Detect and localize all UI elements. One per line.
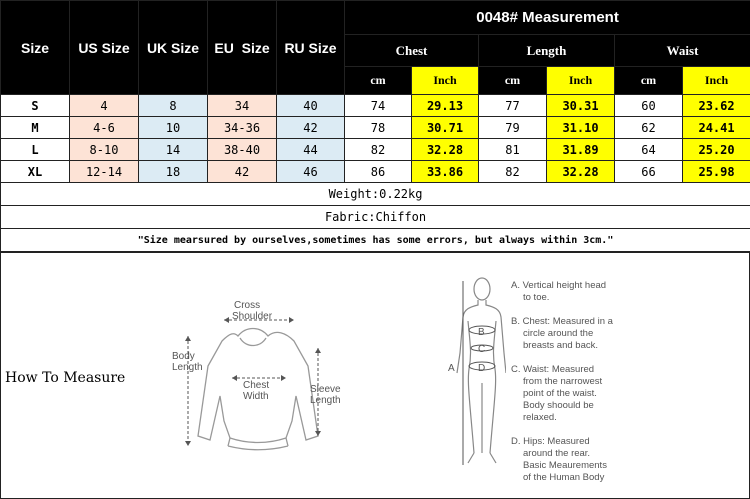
header-uk-size: UK Size [139,1,208,95]
cell-us: 4-6 [70,117,139,139]
cell-size: S [1,95,70,117]
legend-subtext: breasts and back. [523,340,598,351]
cell-length-cm: 81 [479,139,547,161]
legend-subtext: Body shoould be [523,400,594,411]
cell-waist-inch: 25.98 [683,161,750,183]
header-length: Length [479,35,615,67]
cell-size: XL [1,161,70,183]
legend-item-c [511,364,641,424]
body-length-label: Body [172,351,195,362]
cell-length-inch: 31.89 [547,139,615,161]
legend-text: D. Hips: Measured [511,436,590,447]
weight-row: Weight:0.22kg [1,183,750,206]
cell-uk: 14 [139,139,208,161]
chest-width-label: Chest [243,380,270,391]
legend-subtext: around the rear. [523,448,591,459]
cell-chest-cm: 82 [345,139,412,161]
legend-text: C. Waist: Measured [511,364,595,375]
shirt-diagram [168,296,353,456]
cell-chest-cm: 78 [345,117,412,139]
legend-text: A. Vertical height head [511,280,607,291]
cell-chest-inch: 29.13 [412,95,479,117]
header-chest-cm: cm [345,67,412,95]
cell-waist-inch: 24.41 [683,117,750,139]
legend-item-a [511,280,641,304]
cell-us: 12-14 [70,161,139,183]
legend-text: B. Chest: Measured in a [511,316,613,327]
cell-size: M [1,117,70,139]
body-marker-c: C [478,344,486,355]
table-row [1,95,750,117]
cell-ru: 40 [277,95,345,117]
header-us-size: US Size [70,1,139,95]
header-chest: Chest [345,35,479,67]
chest-width-label-2: Width [243,391,269,402]
legend-subtext: point of the waist. [523,388,597,399]
how-to-measure-label: How To Measure [5,370,126,386]
cell-us: 8-10 [70,139,139,161]
cell-chest-cm: 74 [345,95,412,117]
cell-waist-inch: 23.62 [683,95,750,117]
table-row [1,139,750,161]
legend-subtext: to toe. [523,292,550,303]
legend-subtext: relaxed. [523,412,557,423]
body-marker-a: A [448,363,455,374]
header-length-inch: Inch [547,67,615,95]
legend-subtext: circle around the [523,328,594,339]
cell-length-inch: 32.28 [547,161,615,183]
cell-waist-inch: 25.20 [683,139,750,161]
legend-item-b [511,316,641,352]
cell-ru: 46 [277,161,345,183]
legend-subtext: from the narrowest [523,376,603,387]
cell-chest-inch: 30.71 [412,117,479,139]
cell-waist-cm: 64 [615,139,683,161]
cell-ru: 44 [277,139,345,161]
cell-length-cm: 82 [479,161,547,183]
cell-uk: 18 [139,161,208,183]
table-title: 0048# Measurement [345,1,750,35]
cell-length-cm: 79 [479,117,547,139]
cell-eu: 42 [208,161,277,183]
cell-chest-inch: 32.28 [412,139,479,161]
cell-uk: 10 [139,117,208,139]
cell-chest-cm: 86 [345,161,412,183]
body-length-label-2: Length [172,362,203,373]
header-chest-inch: Inch [412,67,479,95]
legend-subtext: of the Human Body [523,472,605,483]
cell-waist-cm: 66 [615,161,683,183]
header-waist: Waist [615,35,750,67]
cross-shoulder-label: Cross [234,300,261,311]
body-diagram [444,273,506,483]
header-waist-inch: Inch [683,67,750,95]
header-eu-size: EU Size [208,1,277,95]
sleeve-length-label-2: Length [310,395,341,406]
cell-uk: 8 [139,95,208,117]
table-row [1,161,750,183]
header-ru-size: RU Size [277,1,345,95]
cell-length-cm: 77 [479,95,547,117]
table-row [1,117,750,139]
cell-ru: 42 [277,117,345,139]
cell-eu: 34-36 [208,117,277,139]
cell-length-inch: 31.10 [547,117,615,139]
body-marker-d: D [478,363,486,374]
header-size: Size [1,1,70,95]
cell-waist-cm: 62 [615,117,683,139]
header-waist-cm: cm [615,67,683,95]
header-length-cm: cm [479,67,547,95]
cell-eu: 34 [208,95,277,117]
cell-length-inch: 30.31 [547,95,615,117]
cell-us: 4 [70,95,139,117]
sleeve-length-label: Sleeve [310,384,341,395]
cell-eu: 38-40 [208,139,277,161]
fabric-row: Fabric:Chiffon [1,206,750,229]
cell-size: L [1,139,70,161]
legend-item-d [511,436,641,484]
body-marker-b: B [478,327,485,338]
measurement-note: "Size mearsured by ourselves,sometimes has some errors, but always within 3cm." [1,229,750,252]
cell-chest-inch: 33.86 [412,161,479,183]
cross-shoulder-label-2: Shoulder [232,311,273,322]
cell-waist-cm: 60 [615,95,683,117]
legend-subtext: Basic Meaurements [523,460,607,471]
